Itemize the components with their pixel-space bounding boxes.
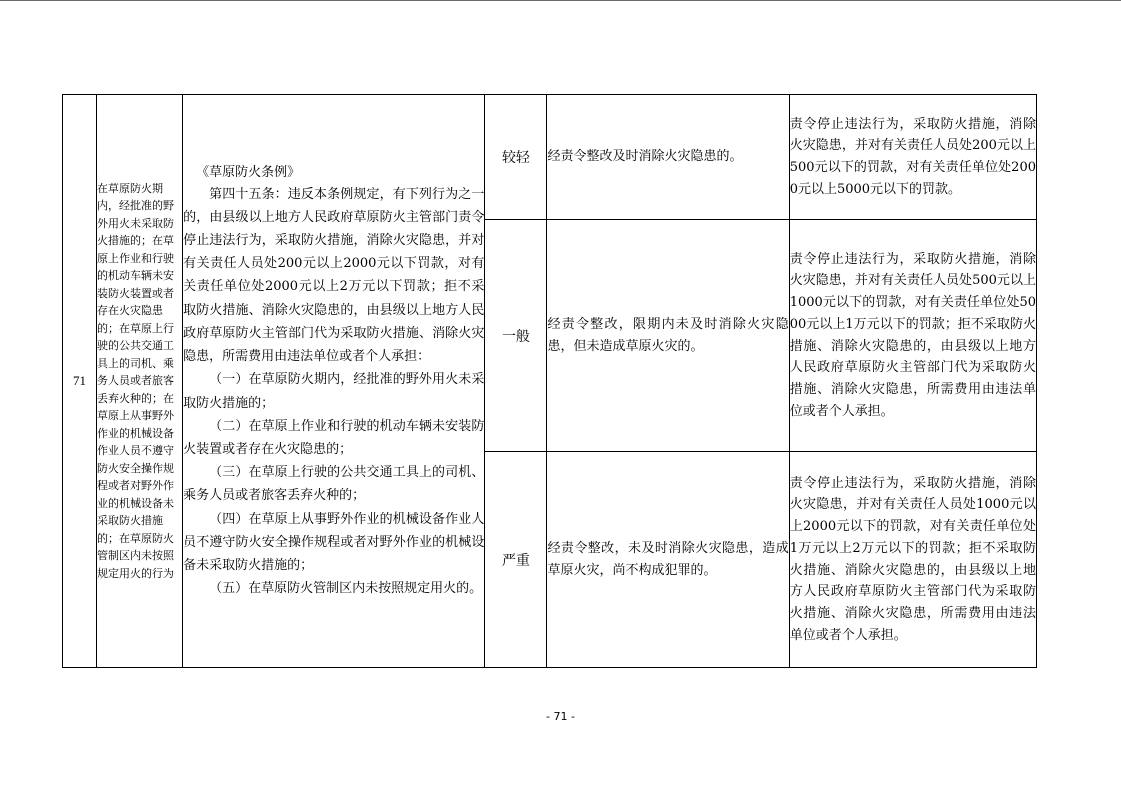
situation-cell-general: [547, 220, 789, 452]
situation-text: 经责令整改，未及时消除火灾隐患，造成草原火灾，尚不构成犯罪的。: [547, 540, 789, 578]
law-item-2: （二）在草原上作业和行驶的机动车辆未安装防火装置或者存在火灾隐患的；: [183, 418, 485, 457]
law-article-text: 第四十五条：违反本条例规定，有下列行为之一的，由县级以上地方人民政府草原防火主管部门责令停止违法行为，采取防火措施，消除火灾隐患，并对有关责任人员处200元以上2000元以下罚款，对有关责任单位处2000元以上2万元以下罚款；拒不采取防火措施、消除火灾隐患的，由县级以上地方人民政府草原防火主管部门代为采取防火措施、消除火灾隐患，所需费用由违法单位或者个人承担：: [183, 186, 485, 365]
violation-behavior-text: 在草原防火期内，经批准的野外用火未采取防火措施的；在草原上作业和行驶的机动车辆未安装防火装置或者存在火灾隐患的；在草原上行驶的公共交通工具上的司机、乘务人员或者旅客丢弃火种的；在草原上从事野外作业的机械设备作业人员不遵守防火安全操作规程或者对野外作业的机械设备未采取防火措施的；在草原防火管制区内未按照规定用火的行为: [97, 181, 175, 580]
law-item-1: （一）在草原防火期内，经批准的野外用火未采取防火措施的；: [183, 372, 485, 411]
standard-text: 责令停止违法行为，采取防火措施，消除火灾隐患，并对有关责任人员处500元以上1000元以下的罚款，对有关责任单位处5000元以上1万元以下的罚款；拒不采取防火措施、消除火灾隐患的，由县级以上地方人民政府草原防火主管部门代为采取防火措施、消除火灾隐患，所需费用由违法单位或者个人承担。: [789, 251, 1036, 419]
standard-cell-serious: [789, 452, 1036, 668]
row-number-cell: [63, 95, 97, 668]
standard-cell-general: [789, 220, 1036, 452]
table-row-level-1: [63, 95, 1037, 220]
law-item-3: （三）在草原上行驶的公共交通工具上的司机、乘务人员或者旅客丢弃火种的；: [183, 465, 485, 504]
level-cell-serious: [485, 452, 547, 668]
standard-cell-light: [789, 95, 1036, 220]
law-item-4: （四）在草原上从事野外作业的机械设备作业人员不遵守防火安全操作规程或者对野外作业的机械设备未采取防火措施的；: [183, 511, 485, 573]
situation-cell-serious: [547, 452, 789, 668]
level-label: 严重: [501, 552, 530, 569]
standard-text: 责令停止违法行为，采取防火措施，消除火灾隐患，并对有关责任人员处200元以上500元以下的罚款，对有关责任单位处2000元以上5000元以下的罚款。: [789, 116, 1036, 197]
legal-basis-cell: [183, 95, 485, 668]
level-label: 一般: [501, 328, 530, 345]
level-cell-light: [485, 95, 547, 220]
page-number: - 71 -: [546, 710, 575, 723]
law-title: 《草原防火条例》: [196, 164, 301, 180]
level-cell-general: [485, 220, 547, 452]
situation-cell-light: [547, 95, 789, 220]
row-number: 71: [73, 373, 87, 388]
situation-text: 经责令整改及时消除火灾隐患的。: [547, 149, 743, 164]
level-label: 较轻: [501, 150, 530, 166]
violation-behavior-cell: [97, 95, 183, 668]
law-item-5: （五）在草原防火管制区内未按照规定用火的。: [209, 581, 483, 597]
page-top-rule: [0, 0, 1121, 1]
situation-text: 经责令整改，限期内未及时消除火灾隐患，但未造成草原火灾的。: [547, 316, 789, 354]
standard-text: 责令停止违法行为，采取防火措施，消除火灾隐患，并对有关责任人员处1000元以上2000元以下的罚款，对有关责任单位处1万元以上2万元以下的罚款；拒不采取防火措施、消除火灾隐患的，由县级以上地方人民政府草原防火主管部门代为采取防火措施、消除火灾隐患，所需费用由违法单位或者个人承担。: [789, 475, 1036, 643]
penalty-table: [62, 94, 1037, 668]
